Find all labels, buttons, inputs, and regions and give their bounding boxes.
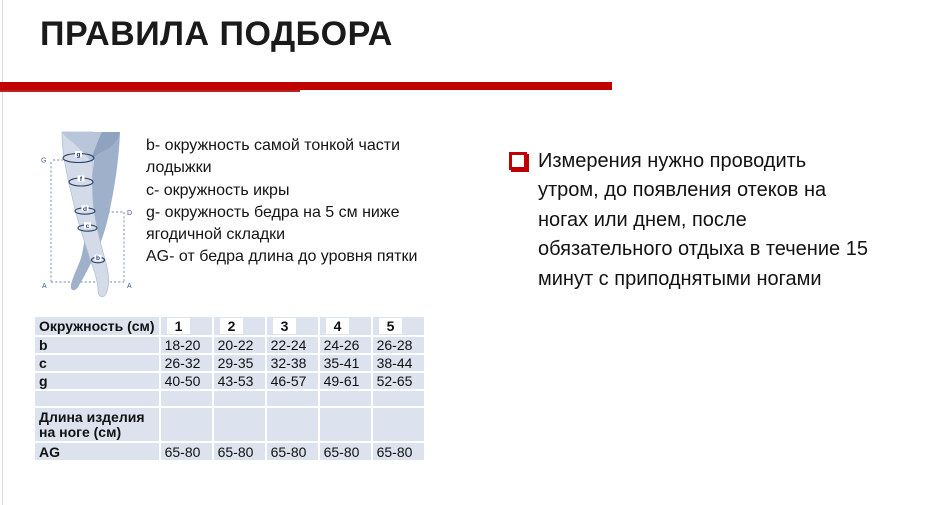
table-cell: 24-26 xyxy=(320,337,371,353)
definition-line: лодыжки xyxy=(146,159,212,177)
row-label-cell xyxy=(35,391,159,406)
table-cell: 46-57 xyxy=(267,373,318,389)
definition-line: ягодичной складки xyxy=(146,226,286,244)
size-column-header xyxy=(320,317,371,335)
table-cell xyxy=(373,408,424,441)
size-number: 5 xyxy=(379,318,403,334)
checkbox-bullet-icon xyxy=(509,152,527,170)
table-cell: 43-53 xyxy=(214,373,265,389)
band-label-c: c xyxy=(85,222,90,230)
table-row xyxy=(35,373,424,389)
row-label-cell: g xyxy=(35,373,159,389)
table-cell: 20-22 xyxy=(214,337,265,353)
definition-line: AG- от бедра длина до уровня пятки xyxy=(146,248,418,266)
table-cell: 52-65 xyxy=(373,373,424,389)
table-cell xyxy=(161,391,212,406)
table-cell: 32-38 xyxy=(267,355,318,371)
guide-label-A-left: A xyxy=(42,283,47,290)
table-cell: 65-80 xyxy=(214,443,265,460)
row-label-cell: c xyxy=(35,355,159,371)
guide-label-D: D xyxy=(127,210,133,217)
guide-label-G: G xyxy=(41,157,47,165)
table-cell: 38-44 xyxy=(373,355,424,371)
table-cell xyxy=(214,391,265,406)
legs-measurement-diagram xyxy=(40,127,140,305)
table-row xyxy=(35,443,424,460)
guide-label-A-right: A xyxy=(127,283,132,290)
table-cell xyxy=(320,391,371,406)
table-header-cell: Окружность (см) xyxy=(35,317,159,335)
row-label-cell: Длина изделия на ноге (см) xyxy=(35,408,159,441)
size-table xyxy=(33,315,426,462)
table-row xyxy=(35,337,424,353)
definition-line: b- окружность самой тонкой части xyxy=(146,137,401,154)
table-cell xyxy=(161,408,212,441)
table-cell: 18-20 xyxy=(161,337,212,353)
table-cell: 49-61 xyxy=(320,373,371,389)
size-column-header xyxy=(161,317,212,335)
table-cell xyxy=(373,391,424,406)
table-cell xyxy=(267,391,318,406)
band-label-b: b xyxy=(96,255,100,263)
note-line: ногах или днем, после xyxy=(538,208,747,231)
title-underline-shadow xyxy=(0,90,300,92)
band-label-d: d xyxy=(83,205,87,213)
table-cell: 65-80 xyxy=(320,443,371,460)
note-line: утром, до появления отеков на xyxy=(538,179,827,202)
table-header-row xyxy=(35,317,424,335)
size-number: 3 xyxy=(273,318,297,334)
size-column-header xyxy=(214,317,265,335)
table-cell: 65-80 xyxy=(161,443,212,460)
page-title: ПРАВИЛА ПОДБОРА xyxy=(40,15,393,53)
size-number: 2 xyxy=(220,318,244,334)
band-label-g: g xyxy=(76,151,81,159)
title-underline-bar xyxy=(0,82,612,90)
table-cell: 26-28 xyxy=(373,337,424,353)
table-cell: 26-32 xyxy=(161,355,212,371)
table-row xyxy=(35,408,424,441)
definition-line: c- окружность икры xyxy=(146,181,290,199)
slide-left-edge xyxy=(2,0,3,505)
table-cell: 35-41 xyxy=(320,355,371,371)
table-cell xyxy=(214,408,265,441)
table-row xyxy=(35,355,424,371)
size-number: 4 xyxy=(326,318,350,334)
table-cell: 22-24 xyxy=(267,337,318,353)
size-column-header xyxy=(267,317,318,335)
table-cell: 29-35 xyxy=(214,355,265,371)
table-cell xyxy=(267,408,318,441)
note-line: минут с приподнятыми ногами xyxy=(538,267,822,290)
table-cell: 65-80 xyxy=(373,443,424,460)
measurement-note xyxy=(509,147,868,294)
table-cell: 40-50 xyxy=(161,373,212,389)
note-line: обязательного отдыха в течение 15 xyxy=(538,238,868,261)
table-cell: 65-80 xyxy=(267,443,318,460)
definition-line: g- окружность бедра на 5 см ниже xyxy=(146,203,400,221)
note-text xyxy=(538,147,868,294)
table-row xyxy=(35,391,424,406)
band-label-f: f xyxy=(79,176,83,183)
size-number: 1 xyxy=(167,318,191,334)
size-column-header xyxy=(373,317,424,335)
table-cell xyxy=(320,408,371,441)
row-label-cell: AG xyxy=(35,443,159,460)
note-line: Измерения нужно проводить xyxy=(538,150,807,172)
row-label-cell: b xyxy=(35,337,159,353)
measurement-definitions xyxy=(146,135,446,269)
